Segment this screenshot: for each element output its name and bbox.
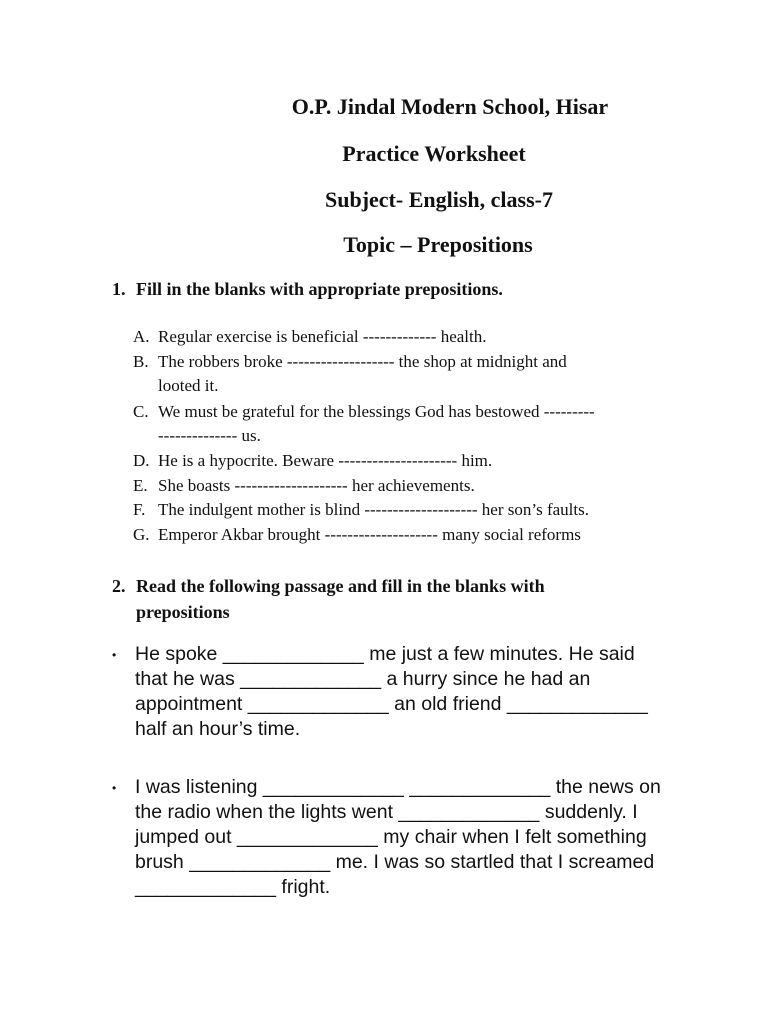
item-text: Regular exercise is beneficial ------------- health. [158,327,487,346]
item-text: Emperor Akbar brought -------------------- many social reforms [158,525,581,544]
passage-line: half an hour’s time. [135,718,301,740]
passage-line: brush _____________ me. I was so startled that I screamed [135,851,655,873]
item-text: -------------- us. [158,426,261,445]
bullet-icon: • [112,648,117,662]
school-name: O.P. Jindal Modern School, Hisar [291,94,609,119]
worksheet-title: Practice Worksheet [342,141,526,166]
instruction-line: Read the following passage and fill in the blanks with [136,576,545,596]
passage-line: the radio when the lights went _____________ suddenly. I [135,801,638,823]
instruction-line: prepositions [136,602,230,622]
topic-line: Topic – Prepositions [343,232,533,257]
item-letter: E. [133,476,148,495]
passage-line: _____________ fright. [135,876,331,898]
item-text: He is a hypocrite. Beware --------------------- him. [158,451,493,470]
question-2-instruction [136,573,716,625]
bullet-icon: • [112,781,117,795]
passage-line: He spoke _____________ me just a few minutes. He said [135,643,635,665]
item-text: We must be grateful for the blessings God has bestowed --------- [158,402,595,421]
item-text: The robbers broke ------------------- the shop at midnight and [158,352,567,371]
subject-line: Subject- English, class-7 [325,187,553,212]
passage-line: that he was _____________ a hurry since he had an [135,668,591,690]
item-text: She boasts -------------------- her achievements. [158,476,475,495]
passage-paragraph [135,775,695,900]
item-letter: G. [133,525,150,544]
item-letter: C. [133,402,149,421]
item-text: The indulgent mother is blind -------------------- her son’s faults. [158,500,589,519]
item-letter: B. [133,352,149,371]
question-1-instruction: Fill in the blanks with appropriate prepositions. [136,279,503,299]
passage-line: appointment _____________ an old friend _____________ [135,693,648,715]
item-letter: D. [133,451,150,470]
item-text: looted it. [158,376,219,395]
question-2-number: 2. [112,576,126,596]
item-letter: F. [133,500,146,519]
item-letter: A. [133,327,150,346]
passage-line: jumped out _____________ my chair when I felt something [135,826,647,848]
passage-line: I was listening _____________ _____________ the news on [135,776,661,798]
question-1-number: 1. [112,279,126,299]
passage-paragraph [135,642,695,742]
